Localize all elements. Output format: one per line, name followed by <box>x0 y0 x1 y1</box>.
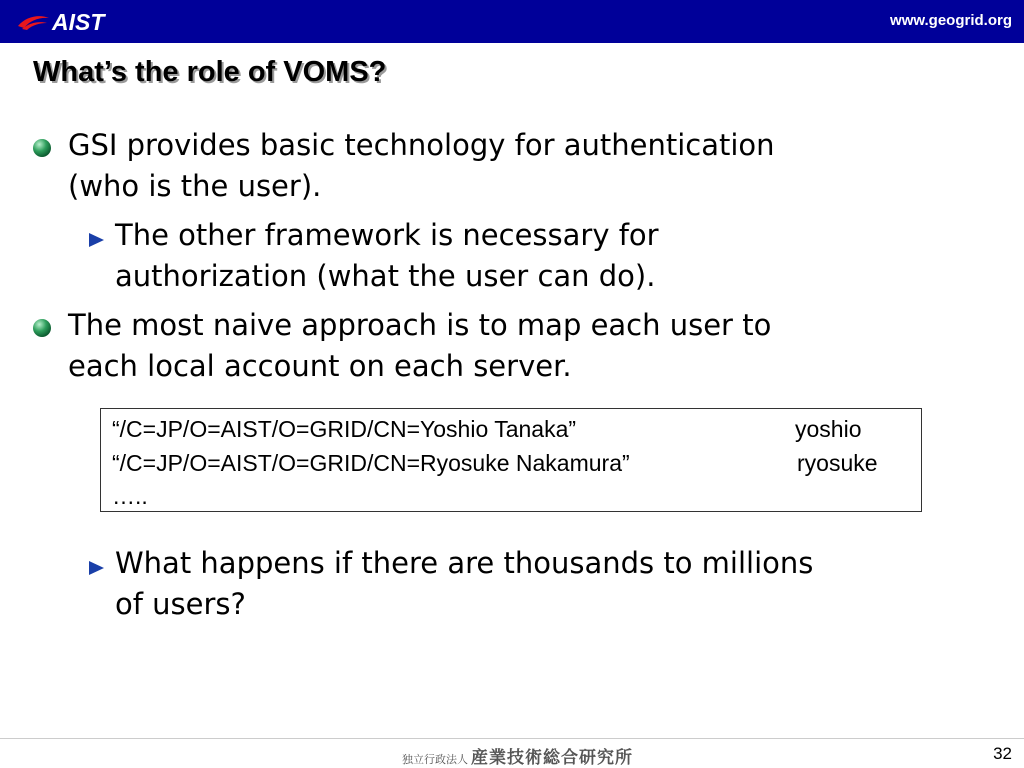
footer-org-type: 独立行政法人 <box>402 753 468 766</box>
header-bar <box>0 0 1024 43</box>
user-mapping-box <box>100 408 922 512</box>
bullet-line: GSI provides basic technology for authentication <box>68 128 775 162</box>
green-ball-icon <box>33 139 51 157</box>
aist-swoosh-icon <box>16 12 50 32</box>
blue-arrow-icon <box>89 561 104 575</box>
footer-organization <box>402 743 633 768</box>
mapping-dn: “/C=JP/O=AIST/O=GRID/CN=Ryosuke Nakamura” <box>112 450 630 476</box>
bullet-line: (who is the user). <box>68 169 322 203</box>
slide-title: What’s the role of VOMS? <box>33 56 387 88</box>
bullet-line: What happens if there are thousands to millions <box>115 546 814 580</box>
bullet-line: The most naive approach is to map each user to <box>68 308 772 342</box>
mapping-account: ryosuke <box>797 450 878 476</box>
sub-bullet-item <box>115 215 975 297</box>
logo-text: AIST <box>52 8 105 35</box>
mapping-account: yoshio <box>795 416 862 442</box>
bullet-item <box>68 305 968 387</box>
bullet-line: authorization (what the user can do). <box>115 259 656 293</box>
mapping-ellipsis: ….. <box>112 483 148 509</box>
bullet-item <box>68 125 968 207</box>
page-number: 32 <box>993 744 1012 763</box>
footer-org-name: 産業技術総合研究所 <box>471 748 633 768</box>
bullet-line: The other framework is necessary for <box>115 218 659 252</box>
site-url[interactable]: www.geogrid.org <box>890 12 1012 29</box>
mapping-dn: “/C=JP/O=AIST/O=GRID/CN=Yoshio Tanaka” <box>112 416 577 442</box>
bullet-line: each local account on each server. <box>68 349 572 383</box>
blue-arrow-icon <box>89 233 104 247</box>
green-ball-icon <box>33 319 51 337</box>
bullet-line: of users? <box>115 587 246 621</box>
sub-bullet-item <box>115 543 975 625</box>
footer-divider <box>0 738 1024 739</box>
aist-logo <box>16 8 104 36</box>
